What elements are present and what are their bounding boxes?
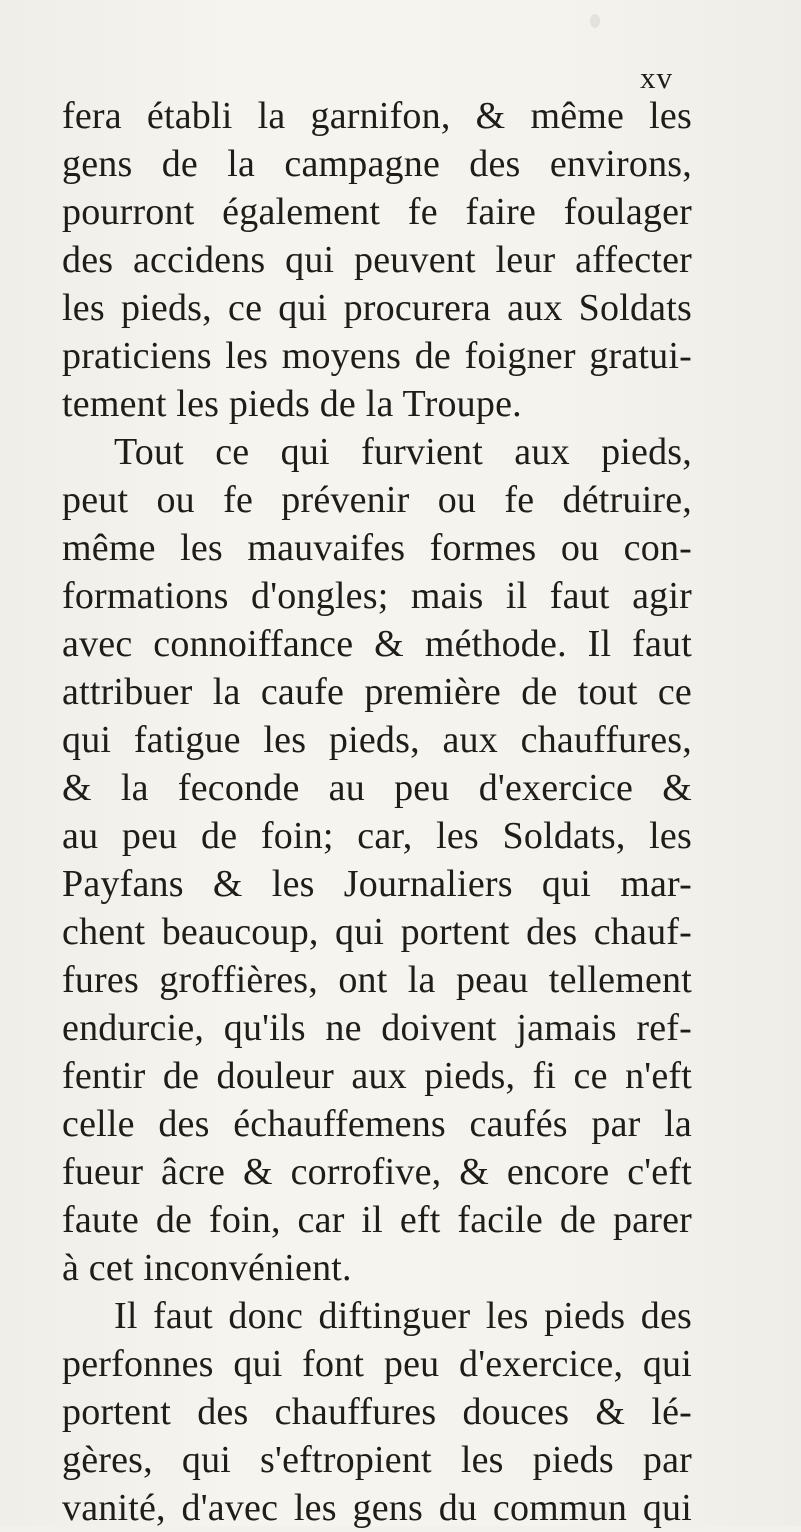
text-line: faute de foin, car il eft facile de parer (62, 1199, 692, 1241)
text-line: Payfans & les Journaliers qui mar- (62, 863, 692, 905)
paper-stain (590, 14, 600, 28)
text-line: praticiens les moyens de foigner gratui- (62, 335, 692, 377)
text-line: fera établi la garnifon, & même les (62, 95, 692, 137)
text-line: attribuer la caufe première de tout ce (62, 671, 692, 713)
text-line: à cet inconvénient. (62, 1247, 352, 1289)
text-line: fueur âcre & corrofive, & encore c'eft (62, 1151, 692, 1193)
text-line: perfonnes qui font peu d'exercice, qui (62, 1343, 692, 1385)
body-text (62, 92, 692, 1532)
text-line: avec connoiffance & méthode. Il faut (62, 623, 692, 665)
text-line: au peu de foin; car, les Soldats, les (62, 815, 692, 857)
text-line: peut ou fe prévenir ou fe détruire, (62, 479, 692, 521)
text-line: formations d'ongles; mais il faut agir (62, 575, 692, 617)
text-line: les pieds, ce qui procurera aux Soldats (62, 287, 692, 329)
text-line: fentir de douleur aux pieds, fi ce n'eft (62, 1055, 692, 1097)
page-number: xv (640, 60, 673, 95)
text-line: & la feconde au peu d'exercice & (62, 767, 692, 809)
text-line: vanité, d'avec les gens du commun qui (62, 1487, 692, 1529)
text-line: pourront également fe faire foulager (62, 191, 692, 233)
text-line: gens de la campagne des environs, (62, 143, 692, 185)
text-line: des accidens qui peuvent leur affecter (62, 239, 692, 281)
paragraph-start-line: Il faut donc diftinguer les pieds des (114, 1295, 692, 1337)
text-line: fures groffières, ont la peau tellement (62, 959, 692, 1001)
text-line: chent beaucoup, qui portent des chauf- (62, 911, 692, 953)
paragraph-start-line: Tout ce qui furvient aux pieds, (114, 431, 692, 473)
text-line: endurcie, qu'ils ne doivent jamais ref- (62, 1007, 692, 1049)
text-line: même les mauvaifes formes ou con- (62, 527, 692, 569)
text-line: gères, qui s'eftropient les pieds par (62, 1439, 692, 1481)
text-line: qui fatigue les pieds, aux chauffures, (62, 719, 692, 761)
text-line: celle des échauffemens caufés par la (62, 1103, 692, 1145)
text-line: tement les pieds de la Troupe. (62, 383, 522, 425)
text-line: portent des chauffures douces & lé- (62, 1391, 692, 1433)
